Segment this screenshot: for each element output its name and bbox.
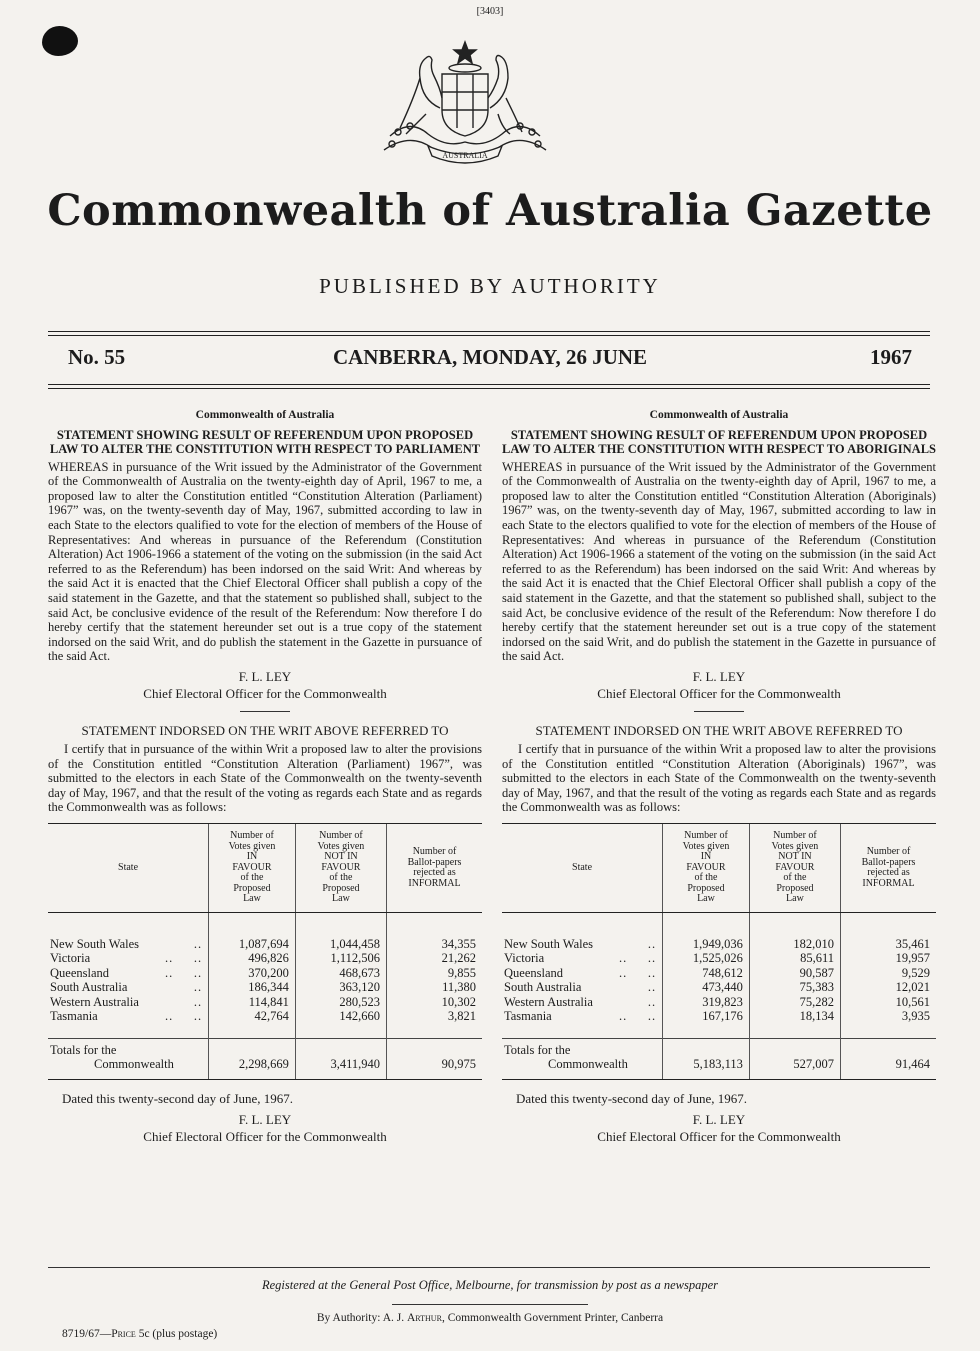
dated-line: Dated this twenty-second day of June, 1967. — [62, 1091, 294, 1107]
totals-row: Totals for the Commonwealth 5,183,113 527,007 91,464 — [502, 1038, 936, 1080]
whereas-paragraph: WHEREAS in pursuance of the Writ issued by the Administrator of the Government of the Commonwealth of Australia on the twenty-eighth day of April, 1967 to me, a proposed law to alter the Constitution entitled “Constitution Alteration (Aboriginals) 1967” was, on the twenty-seventh day of May, 1967, submitted according to law in each State to the electors qualified to vote for the election of members of the House of Representatives: And whereas in pursuance of the Referendum (Constitution Alteration) Act 1906-1966 a statement of the voting on the submission (in the said Act referred to as the Referendum) has been indorsed on the said Writ: And whereas by the said Act it is enacted that the Chief Electoral Officer shall publish a copy of the said statement in the Gazette, and that the statement so published shall, subject to the said Act, be conclusive evidence of the result of the Referendum: Now therefore I do hereby certify that the statement hereunder set out is a true copy of the statement indorsed on the said Writ, and do publish the statement in the Gazette in pursuance of the said Act. — [502, 459, 936, 664]
signatory-name: F. L. LEY — [692, 668, 746, 684]
table-row: Tasmania .. .. 167,176 18,134 3,935 — [502, 1009, 936, 1038]
signatory-title-2: Chief Electoral Officer for the Commonwealth — [597, 1128, 841, 1144]
issue-place-date: CANBERRA, MONDAY, 26 JUNE — [332, 345, 648, 369]
header-not-favour: Number of Votes given NOT IN FAVOUR of the Proposed Law — [749, 824, 840, 913]
header-informal: Number of Ballot-papers rejected as INFORMAL — [841, 824, 937, 913]
statement-heading: STATEMENT INDORSED ON THE WRIT ABOVE REFERRED TO — [535, 723, 903, 739]
page-number: [3403] — [476, 6, 504, 17]
header-informal: Number of Ballot-papers rejected as INFORMAL — [387, 824, 483, 913]
certify-paragraph: I certify that in pursuance of the within Writ a proposed law to alter the provisions of the Constitution entitled “Constitution Alteration (Parliament) 1967”, was submitted to the electors in each State of the Commonwealth on the twenty-seventh day of May, 1967, and that the result of the voting as regards each State and as regards the Commonwealth was as follows: — [48, 742, 482, 815]
parliament-referendum-column — [48, 408, 482, 1144]
gazette-masthead: Commonwealth of Australia Gazette — [47, 186, 933, 236]
footer-rule — [48, 1267, 930, 1268]
column-heading: STATEMENT SHOWING RESULT OF REFERENDUM UPON PROPOSED LAW TO ALTER THE CONSTITUTION WITH RESPECT TO PARLIAMENT — [49, 427, 481, 456]
printer-name: Arthur — [406, 1312, 442, 1324]
signatory-name: F. L. LEY — [238, 668, 292, 684]
column-heading: STATEMENT SHOWING RESULT OF REFERENDUM UPON PROPOSED LAW TO ALTER THE CONSTITUTION WITH RESPECT TO ABORIGINALS — [502, 427, 936, 456]
header-rule-bottom — [48, 384, 930, 385]
table-row: South Australia .. 473,440 75,383 12,021 — [502, 980, 936, 994]
issue-year: 1967 — [870, 345, 912, 369]
header-favour: Number of Votes given IN FAVOUR of the Proposed Law — [209, 824, 296, 913]
table-row: Victoria .. .. 1,525,026 85,611 19,957 — [502, 951, 936, 965]
ink-blot — [42, 26, 78, 56]
totals-row: Totals for the Commonwealth 2,298,669 3,411,940 90,975 — [48, 1038, 482, 1080]
table-row: Queensland .. .. 370,200 468,673 9,855 — [48, 966, 482, 980]
table-row: Western Australia .. 114,841 280,523 10,302 — [48, 995, 482, 1009]
registered-notice: Registered at the General Post Office, Melbourne, for transmission by post as a newspaper — [261, 1278, 719, 1292]
divider — [240, 711, 290, 712]
signatory-name-2: F. L. LEY — [692, 1111, 746, 1127]
published-by-authority: PUBLISHED BY AUTHORITY — [319, 274, 661, 298]
table-row: New South Wales .. 1,087,694 1,044,458 34,355 — [48, 913, 482, 952]
issue-number: No. 55 — [68, 345, 126, 369]
dated-line: Dated this twenty-second day of June, 1967. — [516, 1091, 748, 1107]
whereas-paragraph: WHEREAS in pursuance of the Writ issued by the Administrator of the Government of the Commonwealth of Australia on the twenty-eighth day of April, 1967 to me, a proposed law to alter the Constitution entitled “Constitution Alteration (Parliament) 1967” was, on the twenty-seventh day of May, 1967, submitted according to law in each State to the electors qualified to vote for the election of members of the House of Representatives: And whereas in pursuance of the Referendum (Constitution Alteration) Act 1906-1966 a statement of the voting on the submission (in the said Act referred to as the Referendum) has been indorsed on the said Writ: And whereas by the said Act it is enacted that the Chief Electoral Officer shall publish a copy of the said statement in the Gazette, and that the statement so published shall, subject to the said Act, be conclusive evidence of the result of the Referendum: Now therefore I do hereby certify that the statement hereunder set out is a true copy of the statement indorsed on the said Writ, and do publish the statement in the Gazette in pursuance of the said Act. — [48, 459, 482, 664]
header-state: State — [48, 824, 209, 913]
signatory-title: Chief Electoral Officer for the Commonwealth — [597, 685, 841, 701]
column-nation: Commonwealth of Australia — [649, 409, 789, 421]
aboriginals-referendum-column — [502, 408, 936, 1144]
header-state: State — [502, 824, 663, 913]
signatory-name-2: F. L. LEY — [238, 1111, 292, 1127]
table-row: Western Australia .. 319,823 75,282 10,561 — [502, 995, 936, 1009]
header-rule-top — [48, 331, 930, 332]
coat-of-arms-icon — [370, 38, 560, 168]
header-not-favour: Number of Votes given NOT IN FAVOUR of the Proposed Law — [295, 824, 386, 913]
svg-text:AUSTRALIA: AUSTRALIA — [442, 151, 488, 160]
table-row: Tasmania .. .. 42,764 142,660 3,821 — [48, 1009, 482, 1038]
statement-heading: STATEMENT INDORSED ON THE WRIT ABOVE REFERRED TO — [81, 723, 449, 739]
header-rule-top-2 — [48, 335, 930, 336]
table-row: South Australia .. 186,344 363,120 11,380 — [48, 980, 482, 994]
header-favour: Number of Votes given IN FAVOUR of the Proposed Law — [663, 824, 750, 913]
certify-paragraph: I certify that in pursuance of the within Writ a proposed law to alter the provisions of the Constitution entitled “Constitution Alteration (Aboriginals) 1967”, was submitted to the electors in each State of the Commonwealth on the twenty-seventh day of May, 1967, and that the result of the voting as regards each State and as regards the Commonwealth was as follows: — [502, 742, 936, 815]
table-row: Victoria .. .. 496,826 1,112,506 21,262 — [48, 951, 482, 965]
footer-mini-rule — [392, 1304, 588, 1305]
signatory-title-2: Chief Electoral Officer for the Commonwealth — [143, 1128, 387, 1144]
results-table — [502, 823, 936, 1080]
header-rule-bottom-2 — [48, 388, 930, 389]
table-row: Queensland .. .. 748,612 90,587 9,529 — [502, 966, 936, 980]
results-table — [48, 823, 482, 1080]
price-line: 8719/67—Price 5c (plus postage) — [62, 1328, 218, 1340]
table-row: New South Wales .. 1,949,036 182,010 35,461 — [502, 913, 936, 952]
column-nation: Commonwealth of Australia — [195, 409, 335, 421]
signatory-title: Chief Electoral Officer for the Commonwealth — [143, 685, 387, 701]
printer-authority: By Authority: A. J. Arthur, Commonwealth Government Printer, Canberra — [316, 1312, 664, 1324]
divider — [694, 711, 744, 712]
